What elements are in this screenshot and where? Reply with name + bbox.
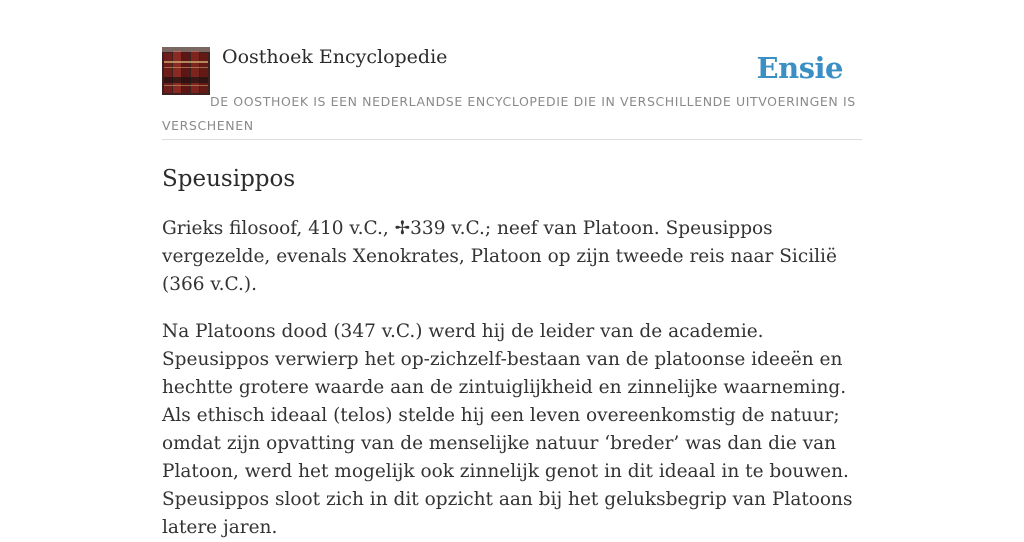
- brand-logo[interactable]: Ensie: [756, 51, 843, 85]
- article-title: Speusippos: [162, 166, 296, 192]
- article: [162, 160, 862, 542]
- article-paragraph: Na Platoons dood (347 v.C.) werd hij de leider van de academie. Speusippos verwierp het op-zichzelf-bestaan van de platoonse ideeën en hechtte grotere waarde aan de zintuiglijkheid en zinnelijke waarneming. Als ethisch ideaal (telos) stelde hij een leven overeenkomstig de natuur; omdat zijn opvatting van de menselijke natuur ‘breder’ was dan die van Platoon, werd het mogelijk ook zinnelijk genot in dit ideaal in te bouwen. Speusippos sloot zich in dit opzicht aan bij het geluksbegrip van Platoons latere jaren.: [162, 321, 853, 538]
- article-paragraph: Grieks filosoof, 410 v.C., ✢339 v.C.; neef van Platoon. Speusippos vergezelde, evenals Xenokrates, Platoon op zijn tweede reis naar Sicilië (366 v.C.).: [162, 218, 837, 295]
- site-header: [162, 44, 862, 140]
- site-tagline: DE OOSTHOEK IS EEN NEDERLANDSE ENCYCLOPEDIE DIE IN VERSCHILLENDE UITVOERINGEN IS VERSCHENEN: [162, 94, 856, 133]
- site-name[interactable]: Oosthoek Encyclopedie: [222, 46, 448, 68]
- book-spines-icon[interactable]: [162, 47, 210, 95]
